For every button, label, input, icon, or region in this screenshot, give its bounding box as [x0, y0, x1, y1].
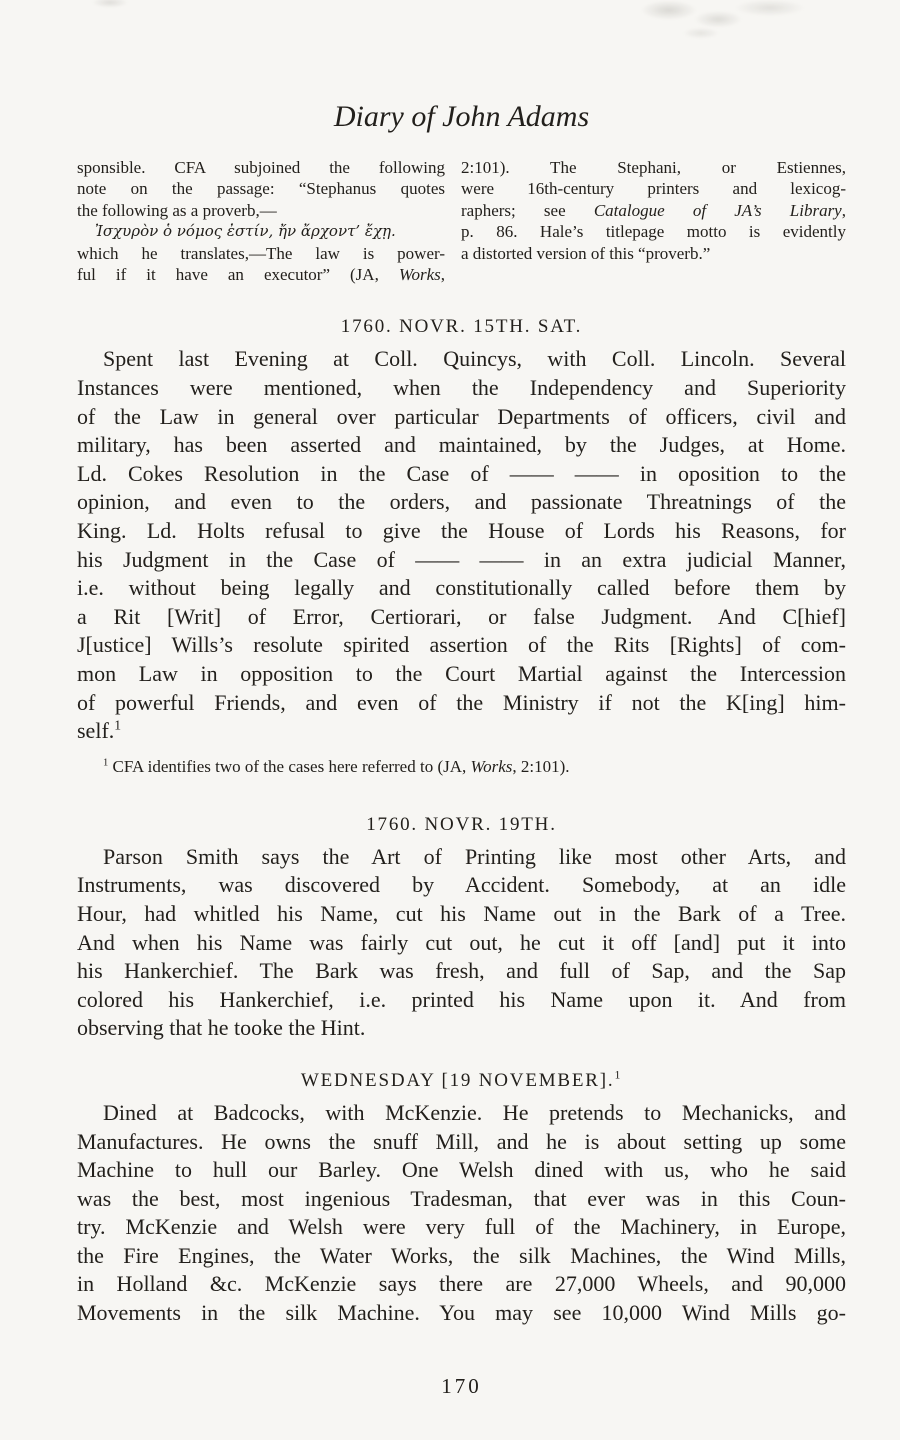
footnote-line: p. 86. Hale’s titlepage motto is evidently [461, 222, 846, 242]
footnote-line: 2:101). The Stephani, or Estiennes, [461, 158, 846, 177]
entry-body-wednesday-19-november [77, 1099, 846, 1328]
paragraph-line: Instruments, was discovered by Accident. Somebody, at an idle [77, 872, 846, 898]
paragraph-line: was the best, most ingenious Tradesman, that ever was in this Coun- [77, 1185, 846, 1211]
paragraph-line: i.e. without being legally and constitutionally called before them by [77, 575, 846, 601]
entry-heading-1760-novr-15: 1760. NOVR. 15TH. SAT. [340, 316, 583, 338]
paragraph-line: the Fire Engines, the Water Works, the silk Machines, the Wind Mills, [77, 1242, 846, 1268]
paragraph-line: military, has been asserted and maintained, by the Judges, at Home. [77, 432, 846, 458]
paragraph-line: colored his Hankerchief, i.e. printed his Name upon it. And from [77, 986, 846, 1012]
entry-body-1760-novr-19 [77, 843, 846, 1043]
paragraph-line: Parson Smith says the Art of Printing like most other Arts, and [103, 843, 846, 869]
footnote-marker: 1 [103, 757, 109, 769]
paragraph-line: J[ustice] Wills’s resolute spirited assertion of the Rits [Rights] of com- [77, 632, 846, 658]
paragraph-line: Dined at Badcocks, with McKenzie. He pretends to Mechanicks, and [103, 1099, 846, 1125]
paragraph-line: in Holland &c. McKenzie says there are 27,000 Wheels, and 90,000 [77, 1271, 846, 1297]
paragraph-line: a Rit [Writ] of Error, Certiorari, or false Judgment. And C[hief] [77, 603, 846, 629]
entry-heading-1760-novr-19: 1760. NOVR. 19TH. [366, 813, 557, 835]
footnote-reference: 1 [114, 717, 122, 733]
footnote-continuation [77, 157, 846, 285]
paragraph-line: Ld. Cokes Resolution in the Case of —— —— in oposition to the [77, 460, 846, 486]
paragraph-line: observing that he tooke the Hint. [77, 1015, 366, 1041]
paragraph-line: Movements in the silk Machine. You may see 10,000 Wind Mills go- [77, 1300, 846, 1326]
footnote-line: were 16th-century printers and lexicog- [461, 179, 846, 199]
footnote-line: the following as a proverb,— [77, 200, 277, 220]
italic-work-title: Works [398, 265, 441, 285]
paragraph-line: mon Law in opposition to the Court Martial against the Intercession [77, 660, 846, 686]
footnote-1: $^1$ CFA identifies two of the cases here referred to (JA, Works, 2:101). [103, 756, 570, 776]
footnote-reference: 1 [614, 1068, 623, 1082]
paragraph-line: his Judgment in the Case of —— —— in an extra judicial Manner, [77, 546, 846, 572]
footnote-line: note on the passage: “Stephanus quotes [77, 179, 445, 199]
book-page [77, 0, 846, 1399]
footnote-line: sponsible. CFA subjoined the following [77, 158, 445, 177]
footnote-column-left [77, 157, 445, 285]
footnote-line: a distorted version of this “proverb.” [461, 243, 711, 263]
paragraph-line: Machine to hull our Barley. One Welsh dined with us, who he said [77, 1157, 846, 1183]
running-title: Diary of John Adams [333, 100, 590, 133]
entry-body-1760-novr-15 [77, 345, 846, 745]
paragraph-line: Hour, had whitled his Name, cut his Name out in the Bark of a Tree. [77, 900, 846, 926]
paragraph-line: And when his Name was fairly cut out, he cut it off [and] put it into [77, 929, 846, 955]
paragraph-line: his Hankerchief. The Bark was fresh, and full of Sap, and the Sap [77, 958, 846, 984]
page-number: 170 [441, 1373, 482, 1398]
paragraph-line: of powerful Friends, and even of the Ministry if not the K[ing] him- [77, 689, 846, 715]
paragraph-line: Instances were mentioned, when the Independency and Superiority [77, 375, 846, 401]
paragraph-line: of the Law in general over particular Departments of officers, civil and [77, 403, 846, 429]
paragraph-line: Manufactures. He owns the snuff Mill, and he is about setting up some [77, 1128, 846, 1154]
footnote-column-right [461, 157, 846, 285]
entry-heading-wednesday-19-november: WEDNESDAY [19 NOVEMBER].$^1$ [300, 1068, 623, 1091]
italic-work-title: Works [470, 756, 513, 776]
italic-work-title: Catalogue of JA’s Library [593, 200, 842, 220]
footnote-line: which he translates,—The law is power- [77, 243, 445, 263]
paragraph-line: King. Ld. Holts refusal to give the House of Lords his Reasons, for [77, 518, 846, 543]
paragraph-line: Spent last Evening at Coll. Quincys, with Coll. Lincoln. Several [103, 346, 846, 372]
paragraph-line: self.$^1$ [77, 717, 122, 744]
paragraph-line: try. McKenzie and Welsh were very full of the Machinery, in Europe, [77, 1214, 846, 1240]
paragraph-line: opinion, and even to the orders, and passionate Threatnings of the [77, 489, 846, 515]
footnote-greek-line: Ἰσχυρὸν ὁ νόμος ἐστίν, ἤν ἄρχοντ’ ἔχῃ. [95, 222, 396, 241]
footnote-line: ful if it have an executor” (JA, Works, [77, 265, 445, 285]
footnote-line: raphers; see Catalogue of JA’s Library, [461, 200, 846, 220]
